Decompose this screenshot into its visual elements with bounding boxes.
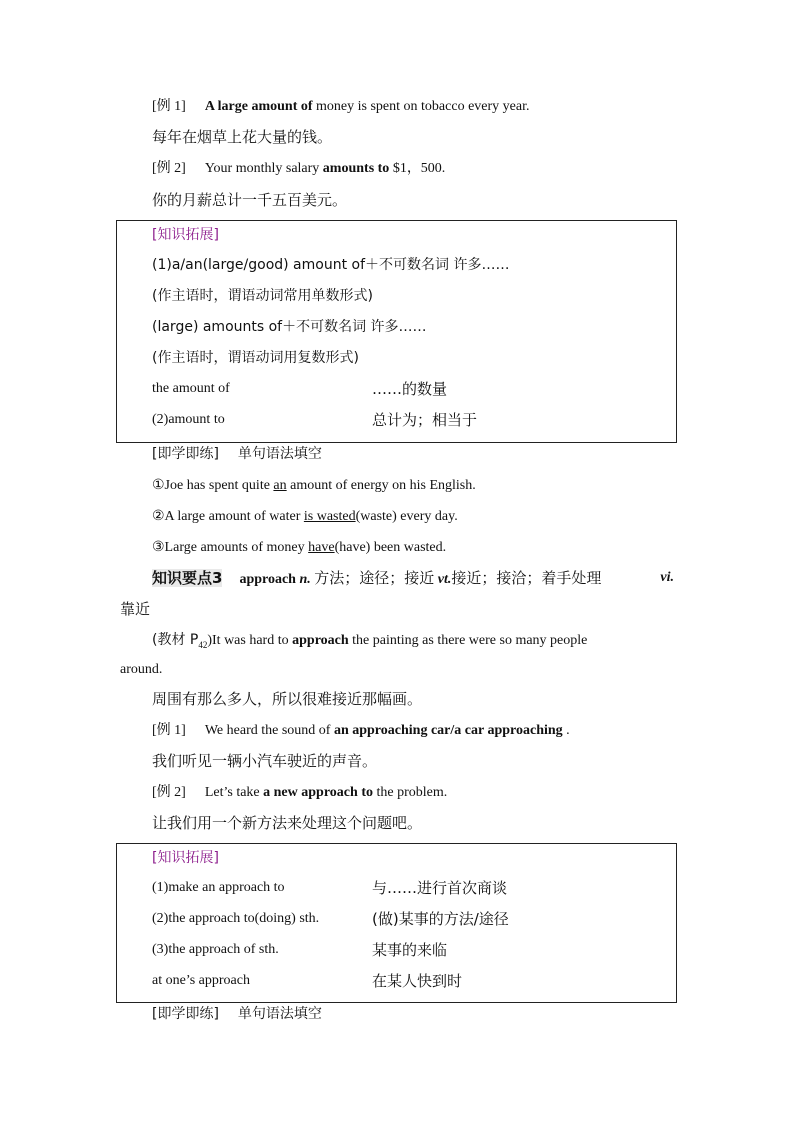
practice-tag: [即学即练] [152,446,219,462]
box-row: (作主语时，谓语动词常用单数形式) [152,288,373,304]
practice-question-3 [152,539,446,557]
box-pair-left: (2)amount to [152,412,225,427]
box-pair-right: ……的数量 [372,380,448,398]
example-2 [152,784,447,802]
practice-question-1 [152,477,476,495]
example-text: We heard the sound of [204,723,331,738]
example-1-translation: 我们听见一辆小汽车驶近的声音。 [152,752,378,770]
example-1-translation: 每年在烟草上花大量的钱。 [152,128,333,146]
example-1 [152,722,570,740]
point-label: 知识要点3 [152,569,223,587]
example-bold-phrase: amounts to [322,161,390,176]
box-pair-left: (2)the approach to(doing) sth. [152,911,320,926]
question-text: ①Joe has spent quite [152,478,270,493]
example-bold-phrase: approach [301,785,358,800]
example-text: Let’s take [204,785,260,800]
box-row: (large) amounts of＋不可数名词 许多…… [152,319,427,335]
example-bold-phrase: to [361,785,373,800]
example-tag: [例 1] [152,99,186,114]
example-text: . [566,723,570,738]
example-bold-phrase: A large amount of [204,99,313,114]
question-text: (have) been wasted. [334,540,447,555]
box-title: [知识拓展] [152,850,219,866]
example-2-translation: 让我们用一个新方法来处理这个问题吧。 [152,814,423,832]
example-tag: [例 1] [152,723,186,738]
question-text: ②A large amount of water [152,509,301,524]
example-1 [152,98,529,116]
box-title: [知识拓展] [152,227,219,243]
example-bold-phrase: an approaching car/a car approaching [333,723,563,738]
example-2 [152,160,445,178]
box-pair-right: 与……进行首次商谈 [372,879,508,897]
example-text: Your monthly salary [204,161,320,176]
sentence-bold: approach [292,633,349,648]
box-pair-left: (1)make an approach to [152,880,285,895]
example-text: $1，500. [392,161,446,176]
practice-text: 单句语法填空 [237,446,322,462]
question-text: amount of energy on his English. [290,478,476,493]
answer-blank: an [273,478,287,493]
question-text: ③Large amounts of money [152,540,305,555]
practice-question-2 [152,508,458,526]
example-text: money is spent on tobacco every year. [316,99,530,114]
answer-blank: is wasted [303,509,356,524]
box-pair-left: (3)the approach of sth. [152,942,279,957]
box-row: (作主语时，谓语动词用复数形式) [152,350,359,366]
example-bold-phrase: a new [263,785,298,800]
example-tag: [例 2] [152,785,186,800]
box-row: (1)a/an(large/good) amount of＋不可数名词 许多…… [152,257,510,273]
textbook-translation: 周围有那么多人，所以很难接近那幅画。 [152,690,423,708]
example-2-translation: 你的月薪总计一千五百美元。 [152,191,348,209]
meaning-vt: 接近；接洽；着手处理 [451,569,602,587]
meaning-noun: 方法；途径；接近 [314,569,435,587]
question-text: (waste) every day. [355,509,458,524]
sentence-text: the painting as there were so many people [352,633,588,648]
pos-vi: vi. [660,570,674,585]
textbook-page: 42 [198,639,208,650]
box-pair-right: (做)某事的方法/途径 [372,910,509,928]
practice-tag: [即学即练] [152,1006,219,1022]
practice-title [152,445,322,463]
sentence-text: )It was hard to [207,633,289,648]
pos-noun: n. [299,572,311,587]
box-pair-left: at one’s approach [152,973,250,988]
textbook-ref: (教材 P [152,632,199,648]
box-pair-right: 在某人快到时 [372,972,463,990]
box-pair-left: the amount of [152,381,230,396]
meaning-vi: 靠近 [120,600,151,618]
practice-text: 单句语法填空 [237,1006,322,1022]
point-word: approach [239,572,296,587]
answer-blank: have [308,540,335,555]
textbook-sentence [152,631,674,654]
example-text: the problem. [376,785,448,800]
practice-title [152,1005,322,1023]
box-pair-right: 某事的来临 [372,941,448,959]
knowledge-point-heading [152,569,674,589]
example-tag: [例 2] [152,161,186,176]
pos-vt: vt. [437,572,452,587]
box-pair-right: 总计为；相当于 [372,411,478,429]
textbook-sentence-cont: around. [120,662,163,677]
